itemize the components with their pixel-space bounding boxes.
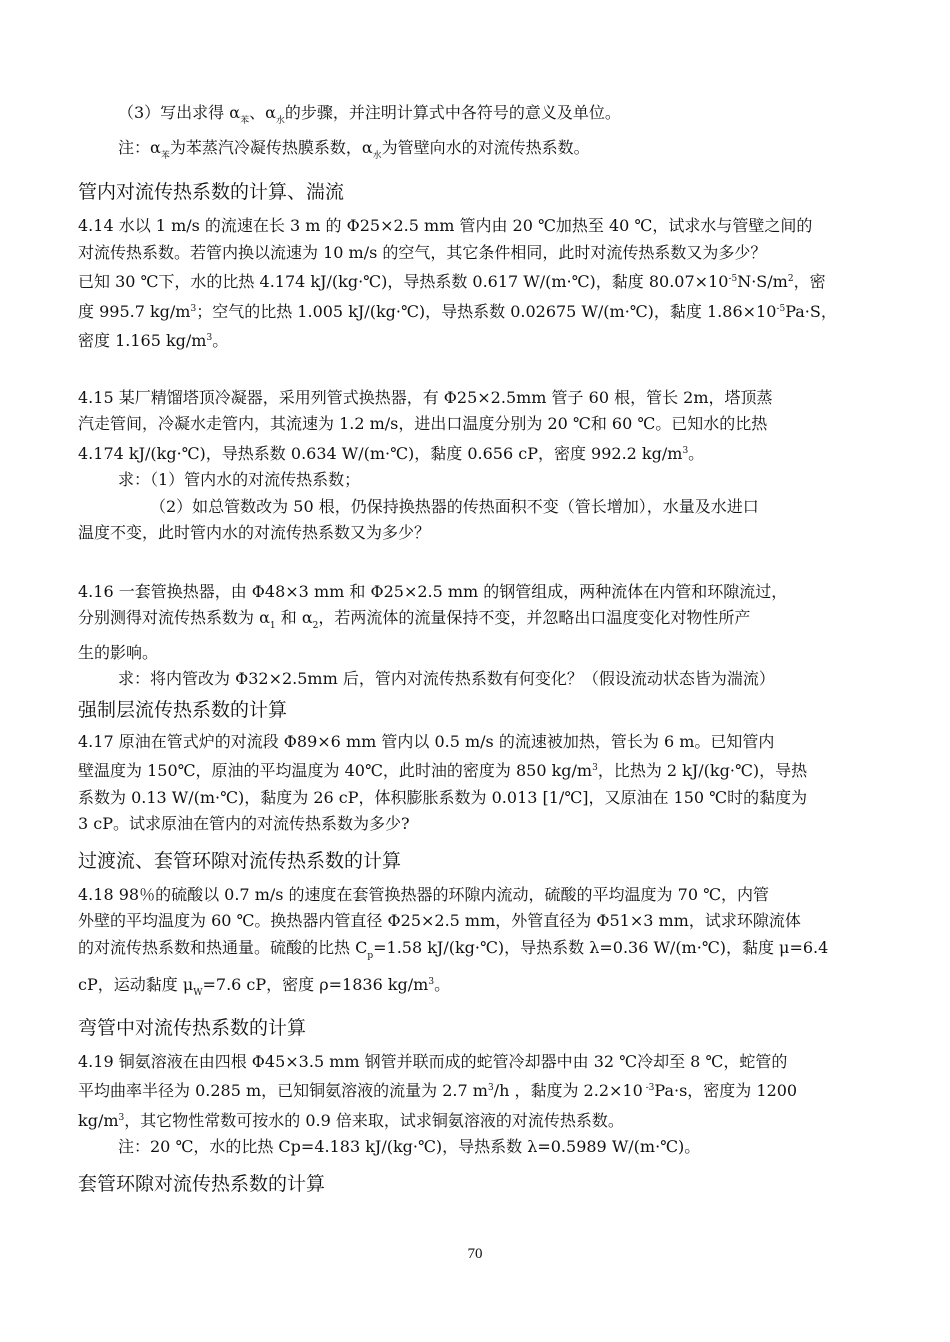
page-number: 70 — [467, 1246, 483, 1262]
spacer — [78, 355, 872, 385]
document-body — [78, 100, 872, 1197]
section-heading-curved-pipe: 弯管中对流传热系数的计算 — [78, 1016, 307, 1039]
intro-line-2: 注：$\alpha_苯$为苯蒸汽冷凝传热膜系数，$\alpha_水$为管壁向水的对流传热系数。 — [118, 137, 590, 161]
problem-4-16: 4.16 一套管换热器，由 Φ48×3 mm 和 Φ25×2.5 mm 的钢管组成，两种流体在内管和环隙流过， 分别测得对流传热系数为 $\alpha_1$ 和 $\alpha_2$，若两流体的流量保持不变，并忽略出口温度变化对物性所产 生的影响。 求：将内管改为 Φ32×2.5mm 后，管内对流传热系数有何变化？（假设流动状态皆为湍流） — [78, 581, 788, 688]
section-heading-laminar: 强制层流传热系数的计算 — [78, 698, 288, 721]
section-heading-transition: 过渡流、套管环隙对流传热系数的计算 — [78, 849, 402, 872]
problem-4-17: 4.17 原油在管式炉的对流段 Φ89×6 mm 管内以 0.5 m/s 的流速被加热，管长为 6 m。已知管内 壁温度为 150℃，原油的平均温度为 40℃，此时油的密度为 850 $kg/m^3$，比热为 2 kJ/(kg·℃)，导热 系数为 0.13 W/(m·℃)，黏度为 26 cP，体积膨胀系数为 0.013 [1/℃]，又原油在 150 ℃时的黏度为 3 cP。试求原油在管内的对流传热系数为多少? — [78, 731, 808, 833]
section-heading-annulus: 套管环隙对流传热系数的计算 — [78, 1172, 326, 1195]
intro-line-1: （3）写出求得 $\alpha_苯$、$\alpha_水$的步骤，并注明计算式中各符号的意义及单位。 — [118, 103, 621, 126]
spacer — [78, 547, 872, 579]
section-heading-turbulent: 管内对流传热系数的计算、湍流 — [78, 181, 345, 203]
problem-4-18: 4.18 98％的硫酸以 0.7 m/s 的速度在套管换热器的环隙内流动，硫酸的平均温度为 70 ℃，内管 外壁的平均温度为 60 ℃。换热器内管直径 Φ25×2.5 mm，外管直径为 Φ51×3 mm，试求环隙流体 的对流传热系数和热通量。硫酸的比热 $C_p=1.58$ kJ/(kg·℃)，导热系数 λ=0.36 W/(m·℃)，黏度 μ=6.4 cP，运动黏度 $\mu_W=7.6$ cP，密度 ρ=1836 $kg/m^3$。 — [78, 884, 829, 998]
problem-4-14: 4.14 水以 1 m/s 的流速在长 3 m 的 Φ25×2.5 mm 管内由 20 ℃加热至 40 ℃，试求水与管壁之间的 对流传热系数。若管内换以流速为 10 m/s 的空气，其它条件相同，此时对流传热系数又为多少？ 已知 30 ℃下，水的比热 4.174 kJ/(kg·℃)，导热系数 0.617 W/(m·℃)，黏度 $80.07\times 10^{-5}N\cdot S/m^2$，密 度 995.7 $kg/m^3$；空气的比热 1.005 kJ/(kg·℃)，导热系数 0.02675 W/(m·℃)，黏度 $1.86\times 10^{-5}Pa\cdot S$， 密度 1.165 $kg/m^3$。 — [78, 216, 837, 350]
problem-4-19: 4.19 铜氨溶液在由四根 Φ45×3.5 mm 钢管并联而成的蛇管冷却器中由 32 ℃冷却至 8 ℃，蛇管的 平均曲率半径为 0.285 m，已知铜氨溶液的流量为 2.7 $m^3/h$ ，黏度为 2.2×10 $^{-3}$Pa·s，密度为 1200 $kg/m^3$，其它物性常数可按水的 0.9 倍来取，试求铜氨溶液的对流传热系数。 注：20 ℃，水的比热 Cp=4.183 kJ/(kg·℃)，导热系数 λ=0.5989 W/(m·℃)。 — [78, 1051, 798, 1156]
problem-4-15: 4.15 某厂精馏塔顶冷凝器，采用列管式换热器，有 Φ25×2.5mm 管子 60 根，管长 2m，塔顶蒸 汽走管间，冷凝水走管内，其流速为 1.2 m/s，进出口温度分别为 20 ℃和 60 ℃。已知水的比热 4.174 kJ/(kg·℃)，导热系数 0.634 W/(m·℃)，黏度 0.656 cP，密度 992.2 $kg/m^3$。 求：（1）管内水的对流传热系数； （2）如总管数改为 50 根，仍保持换热器的传热面积不变（管长增加），水量及水进口 温度不变，此时管内水的对流传热系数又为多少？ — [78, 387, 773, 542]
